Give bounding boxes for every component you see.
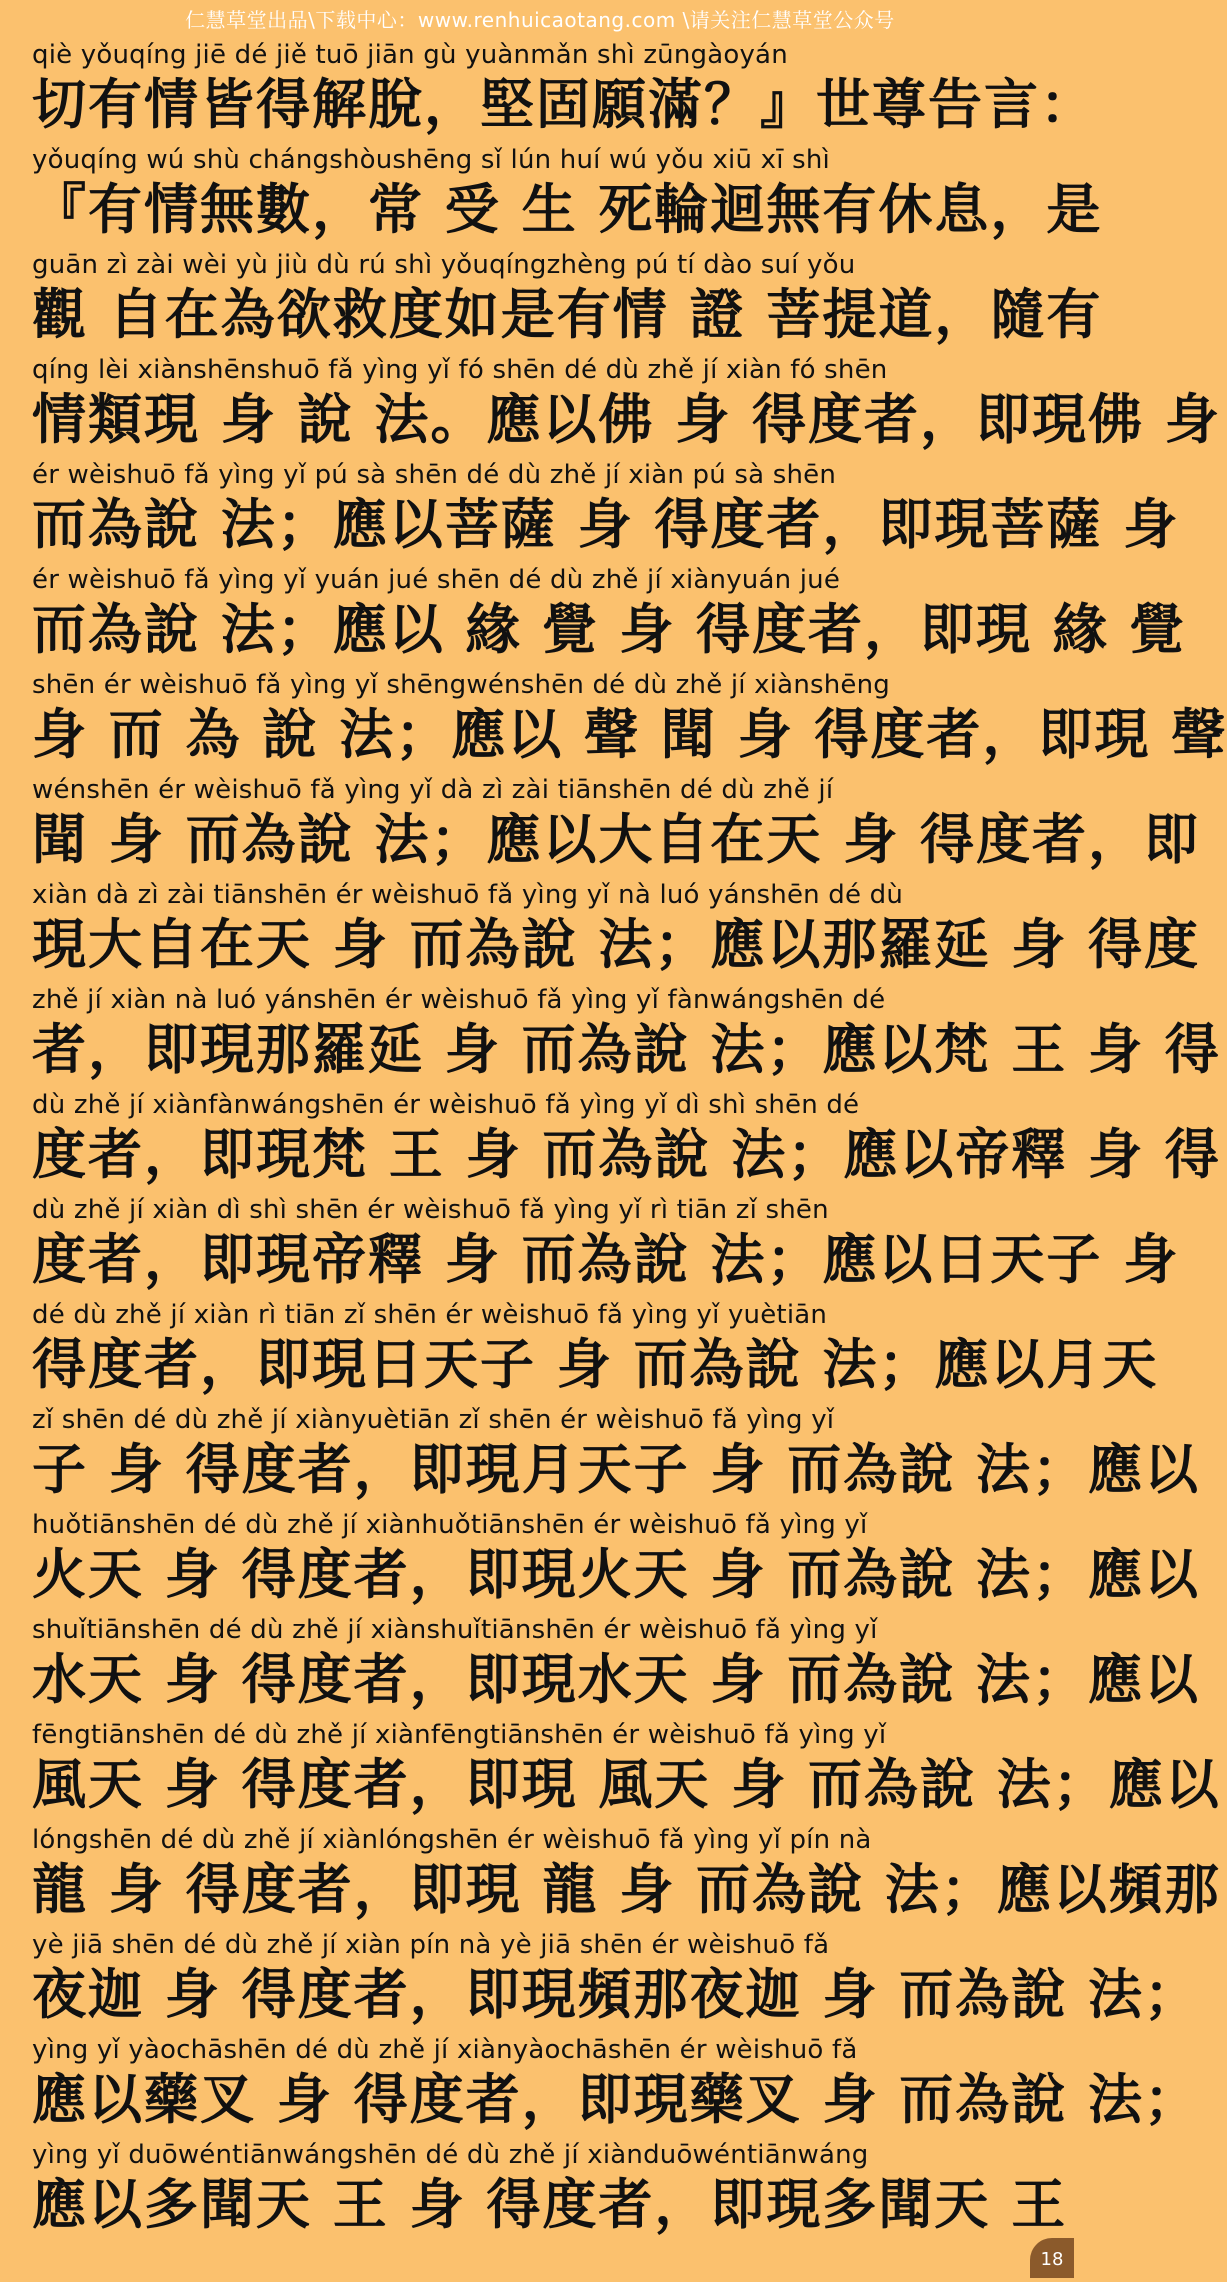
text-line — [32, 773, 1200, 878]
hanzi-row: 得度者，即現日天子 身 而為說 法；應以月天 — [32, 1333, 1159, 1396]
hanzi-row: 而為說 法；應以 緣 覺 身 得度者，即現 緣 覺 — [32, 598, 1186, 661]
hanzi-row: 火天 身 得度者，即現火天 身 而為說 法；應以 — [32, 1543, 1200, 1606]
pinyin-row: qiè yǒuqíng jiē dé jiě tuō jiān gù yuànmǎn shì zūngàoyán — [32, 40, 788, 70]
pinyin-row: huǒtiānshēn dé dù zhě jí xiànhuǒtiānshēn ér wèishuō fǎ yìng yǐ — [32, 1510, 868, 1540]
text-line — [32, 1193, 1180, 1298]
text-line — [32, 353, 1221, 458]
hanzi-row: 現大自在天 身 而為說 法；應以那羅延 身 得度 — [32, 913, 1200, 976]
pinyin-row: shēn ér wèishuō fǎ yìng yǐ shēngwénshēn dé dù zhě jí xiànshēng — [32, 670, 890, 700]
text-line — [32, 1718, 1221, 1823]
text-line — [32, 1508, 1200, 1613]
pinyin-row: ér wèishuō fǎ yìng yǐ yuán jué shēn dé dù zhě jí xiànyuán jué — [32, 565, 841, 595]
pinyin-row: qíng lèi xiànshēnshuō fǎ yìng yǐ fó shēn dé dù zhě jí xiàn fó shēn — [32, 355, 888, 385]
text-line — [32, 2033, 1200, 2138]
text-line — [32, 1298, 1159, 1403]
pinyin-row: lóngshēn dé dù zhě jí xiànlóngshēn ér wèishuō fǎ yìng yǐ pín nà — [32, 1825, 872, 1855]
text-line — [32, 983, 1221, 1088]
download-banner: 仁慧草堂出品\下载中心：www.renhuicaotang.com \请关注仁慧草堂公众号 — [185, 8, 895, 32]
hanzi-row: 夜迦 身 得度者，即現頻那夜迦 身 而為說 法； — [32, 1963, 1200, 2026]
pinyin-row: ér wèishuō fǎ yìng yǐ pú sà shēn dé dù zhě jí xiàn pú sà shēn — [32, 460, 837, 490]
pinyin-row: zǐ shēn dé dù zhě jí xiànyuètiān zǐ shēn ér wèishuō fǎ yìng yǐ — [32, 1405, 835, 1435]
hanzi-row: 度者，即現帝釋 身 而為說 法；應以日天子 身 — [32, 1228, 1180, 1291]
pinyin-row: yìng yǐ duōwéntiānwángshēn dé dù zhě jí xiànduōwéntiānwáng — [32, 2140, 869, 2170]
pinyin-row: fēngtiānshēn dé dù zhě jí xiànfēngtiānshēn ér wèishuō fǎ yìng yǐ — [32, 1720, 887, 1750]
hanzi-row: 風天 身 得度者，即現 風天 身 而為說 法；應以 — [32, 1753, 1221, 1816]
hanzi-row: 『有情無數，常 受 生 死輪迴無有休息，是 — [32, 178, 1103, 241]
pinyin-row: dù zhě jí xiànfànwángshēn ér wèishuō fǎ yìng yǐ dì shì shēn dé — [32, 1090, 860, 1120]
page-number-badge: 18 — [1030, 2238, 1074, 2278]
hanzi-row: 者，即現那羅延 身 而為說 法；應以梵 王 身 得 — [32, 1018, 1221, 1081]
hanzi-row: 應以藥叉 身 得度者，即現藥叉 身 而為說 法； — [32, 2068, 1200, 2131]
pinyin-row: zhě jí xiàn nà luó yánshēn ér wèishuō fǎ yìng yǐ fànwángshēn dé — [32, 985, 886, 1015]
text-line — [32, 878, 1200, 983]
text-line — [32, 1613, 1200, 1718]
pinyin-row: yìng yǐ yàochāshēn dé dù zhě jí xiànyàochāshēn ér wèishuō fǎ — [32, 2035, 858, 2065]
text-line — [32, 458, 1180, 563]
hanzi-row: 應以多聞天 王 身 得度者，即現多聞天 王 — [32, 2173, 1068, 2236]
pinyin-row: yè jiā shēn dé dù zhě jí xiàn pín nà yè jiā shēn ér wèishuō fǎ — [32, 1930, 830, 1960]
hanzi-row: 龍 身 得度者，即現 龍 身 而為說 法；應以頻那 — [32, 1858, 1221, 1921]
hanzi-row: 情類現 身 說 法。應以佛 身 得度者，即現佛 身 — [32, 388, 1221, 451]
text-line — [32, 563, 1186, 668]
text-line — [32, 38, 1096, 143]
hanzi-row: 切有情皆得解脫，堅固願滿？』世尊告言： — [32, 73, 1096, 136]
text-line — [32, 143, 1103, 248]
pinyin-row: dù zhě jí xiàn dì shì shēn ér wèishuō fǎ yìng yǐ rì tiān zǐ shēn — [32, 1195, 829, 1225]
pinyin-row: xiàn dà zì zài tiānshēn ér wèishuō fǎ yìng yǐ nà luó yánshēn dé dù — [32, 880, 904, 910]
pinyin-row: guān zì zài wèi yù jiù dù rú shì yǒuqíngzhèng pú tí dào suí yǒu — [32, 250, 856, 280]
text-line — [32, 668, 1227, 773]
text-line — [32, 1088, 1221, 1193]
hanzi-row: 子 身 得度者，即現月天子 身 而為說 法；應以 — [32, 1438, 1200, 1501]
hanzi-row: 聞 身 而為說 法；應以大自在天 身 得度者，即 — [32, 808, 1200, 871]
pinyin-row: shuǐtiānshēn dé dù zhě jí xiànshuǐtiānshēn ér wèishuō fǎ yìng yǐ — [32, 1615, 878, 1645]
pinyin-row: yǒuqíng wú shù chángshòushēng sǐ lún huí wú yǒu xiū xī shì — [32, 145, 830, 175]
pinyin-row: dé dù zhě jí xiàn rì tiān zǐ shēn ér wèishuō fǎ yìng yǐ yuètiān — [32, 1300, 828, 1330]
hanzi-row: 身 而 為 說 法；應以 聲 聞 身 得度者，即現 聲 — [32, 703, 1227, 766]
hanzi-row: 度者，即現梵 王 身 而為說 法；應以帝釋 身 得 — [32, 1123, 1221, 1186]
pinyin-row: wénshēn ér wèishuō fǎ yìng yǐ dà zì zài tiānshēn dé dù zhě jí — [32, 775, 834, 805]
hanzi-row: 而為說 法；應以菩薩 身 得度者，即現菩薩 身 — [32, 493, 1180, 556]
text-line — [32, 2138, 1068, 2243]
hanzi-row: 觀 自在為欲救度如是有情 證 菩提道，隨有 — [32, 283, 1103, 346]
hanzi-row: 水天 身 得度者，即現水天 身 而為說 法；應以 — [32, 1648, 1200, 1711]
text-line — [32, 1823, 1221, 1928]
text-line — [32, 1403, 1200, 1508]
sutra-text — [32, 38, 1227, 2243]
text-line — [32, 1928, 1200, 2033]
text-line — [32, 248, 1103, 353]
